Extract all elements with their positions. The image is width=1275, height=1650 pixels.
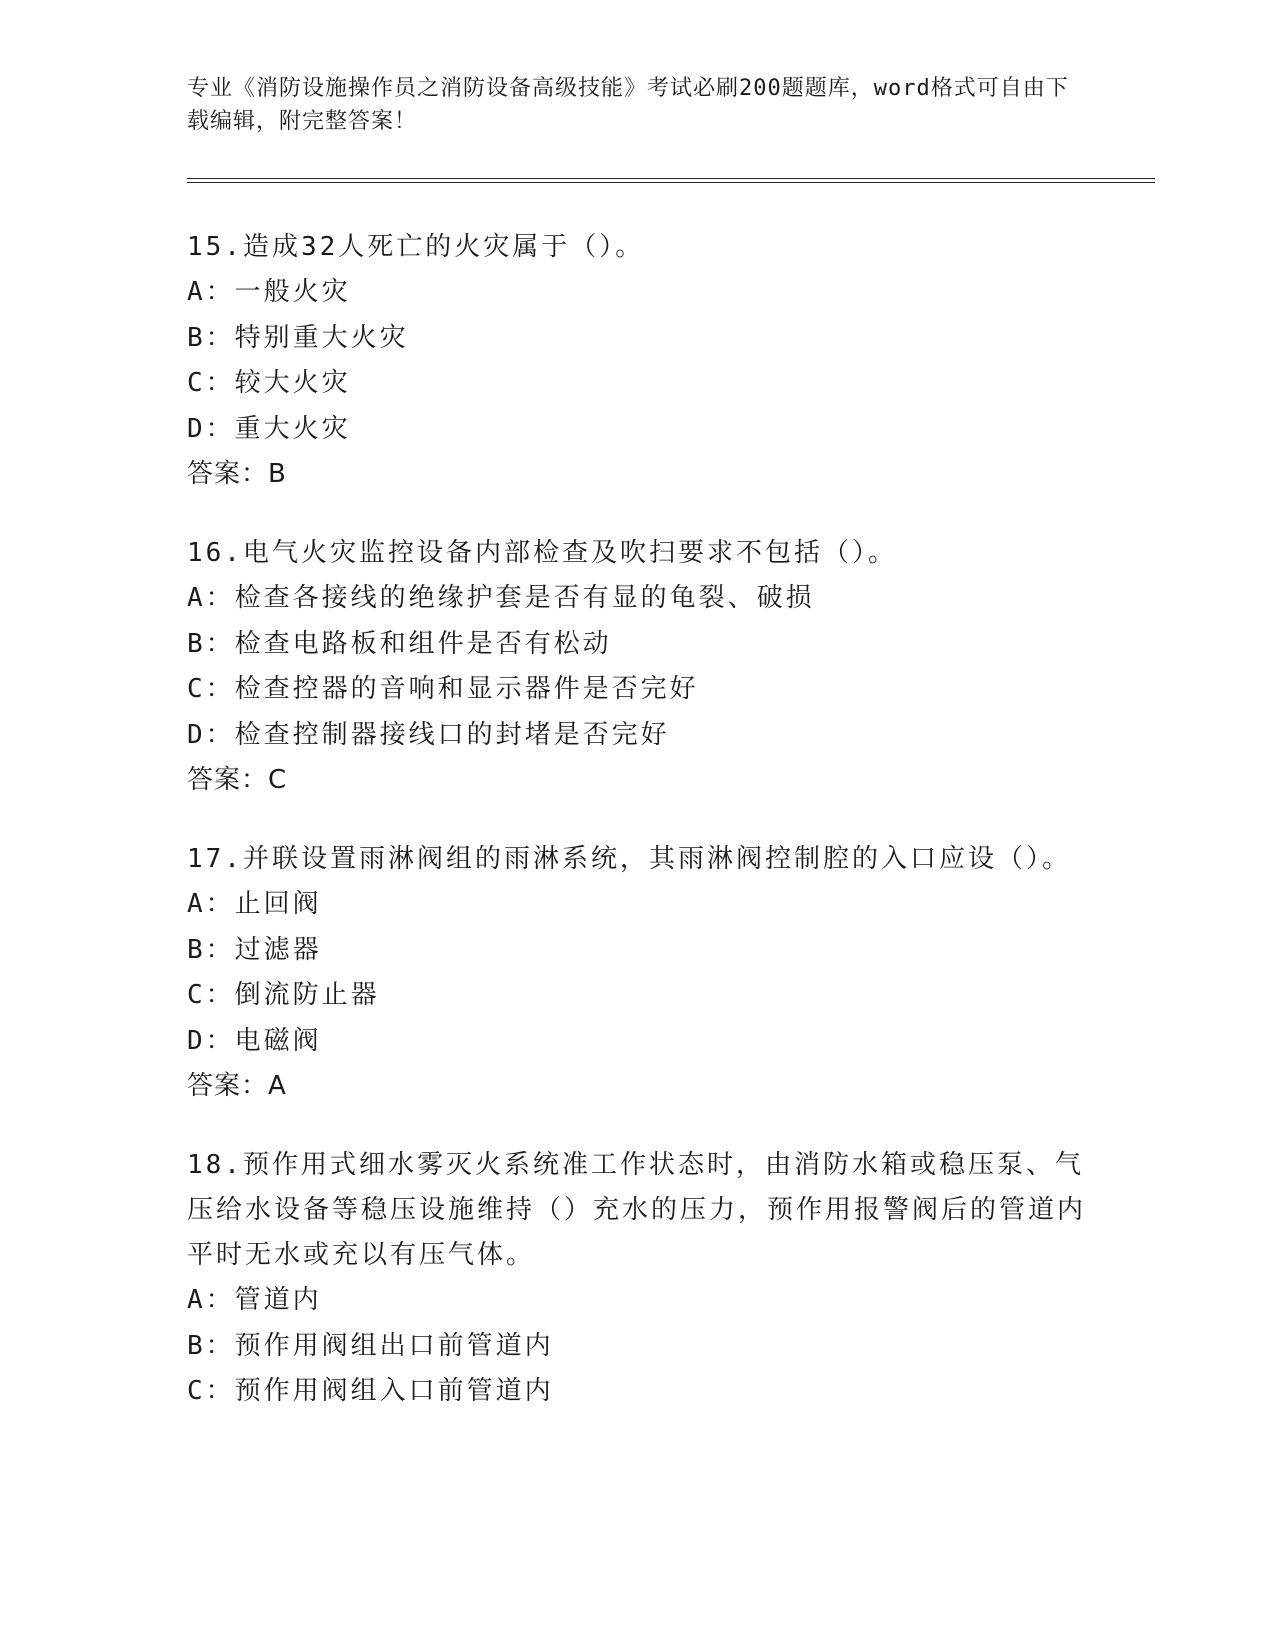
option-b: B：检查电路板和组件是否有松动 xyxy=(187,628,612,659)
document-intro: 专业《消防设施操作员之消防设备高级技能》考试必刷200题题库，word格式可自由下载编辑，附完整答案！ xyxy=(187,76,1069,134)
option-d: D：重大火灾 xyxy=(187,413,351,444)
option-d: D：电磁阀 xyxy=(187,1025,322,1056)
question-17 xyxy=(187,837,1087,1109)
option-b: B：预作用阀组出口前管道内 xyxy=(187,1330,554,1361)
header-divider-top xyxy=(187,178,1155,179)
question-stem: 17.并联设置雨淋阀组的雨淋系统，其雨淋阀控制腔的入口应设（）。 xyxy=(187,844,1071,874)
option-c: C：预作用阀组入口前管道内 xyxy=(187,1376,554,1406)
option-d: D：检查控制器接线口的封堵是否完好 xyxy=(187,719,670,750)
option-c: C：倒流防止器 xyxy=(187,980,380,1010)
question-18 xyxy=(187,1143,1087,1415)
question-stem: 18.预作用式细水雾灭火系统准工作状态时，由消防水箱或稳压泵、气压给水设备等稳压设施维持（）充水的压力，预作用报警阀后的管道内平时无水或充以有压气体。 xyxy=(187,1150,1087,1270)
option-a: A：止回阀 xyxy=(187,889,322,919)
question-15 xyxy=(187,225,1087,497)
option-c: C：较大火灾 xyxy=(187,368,351,398)
header-divider-bottom xyxy=(187,182,1155,183)
option-b: B：过滤器 xyxy=(187,934,322,965)
answer: 答案：B xyxy=(187,459,287,489)
option-b: B：特别重大火灾 xyxy=(187,322,409,353)
question-16 xyxy=(187,531,1087,803)
option-a: A：管道内 xyxy=(187,1285,322,1315)
option-a: A：一般火灾 xyxy=(187,277,351,307)
option-c: C：检查控器的音响和显示器件是否完好 xyxy=(187,674,699,704)
option-a: A：检查各接线的绝缘护套是否有显的龟裂、破损 xyxy=(187,583,815,613)
answer: 答案：C xyxy=(187,765,288,795)
question-stem: 16.电气火灾监控设备内部检查及吹扫要求不包括（）。 xyxy=(187,538,897,568)
question-stem: 15.造成32人死亡的火灾属于（）。 xyxy=(187,232,645,262)
answer: 答案：A xyxy=(187,1071,287,1101)
